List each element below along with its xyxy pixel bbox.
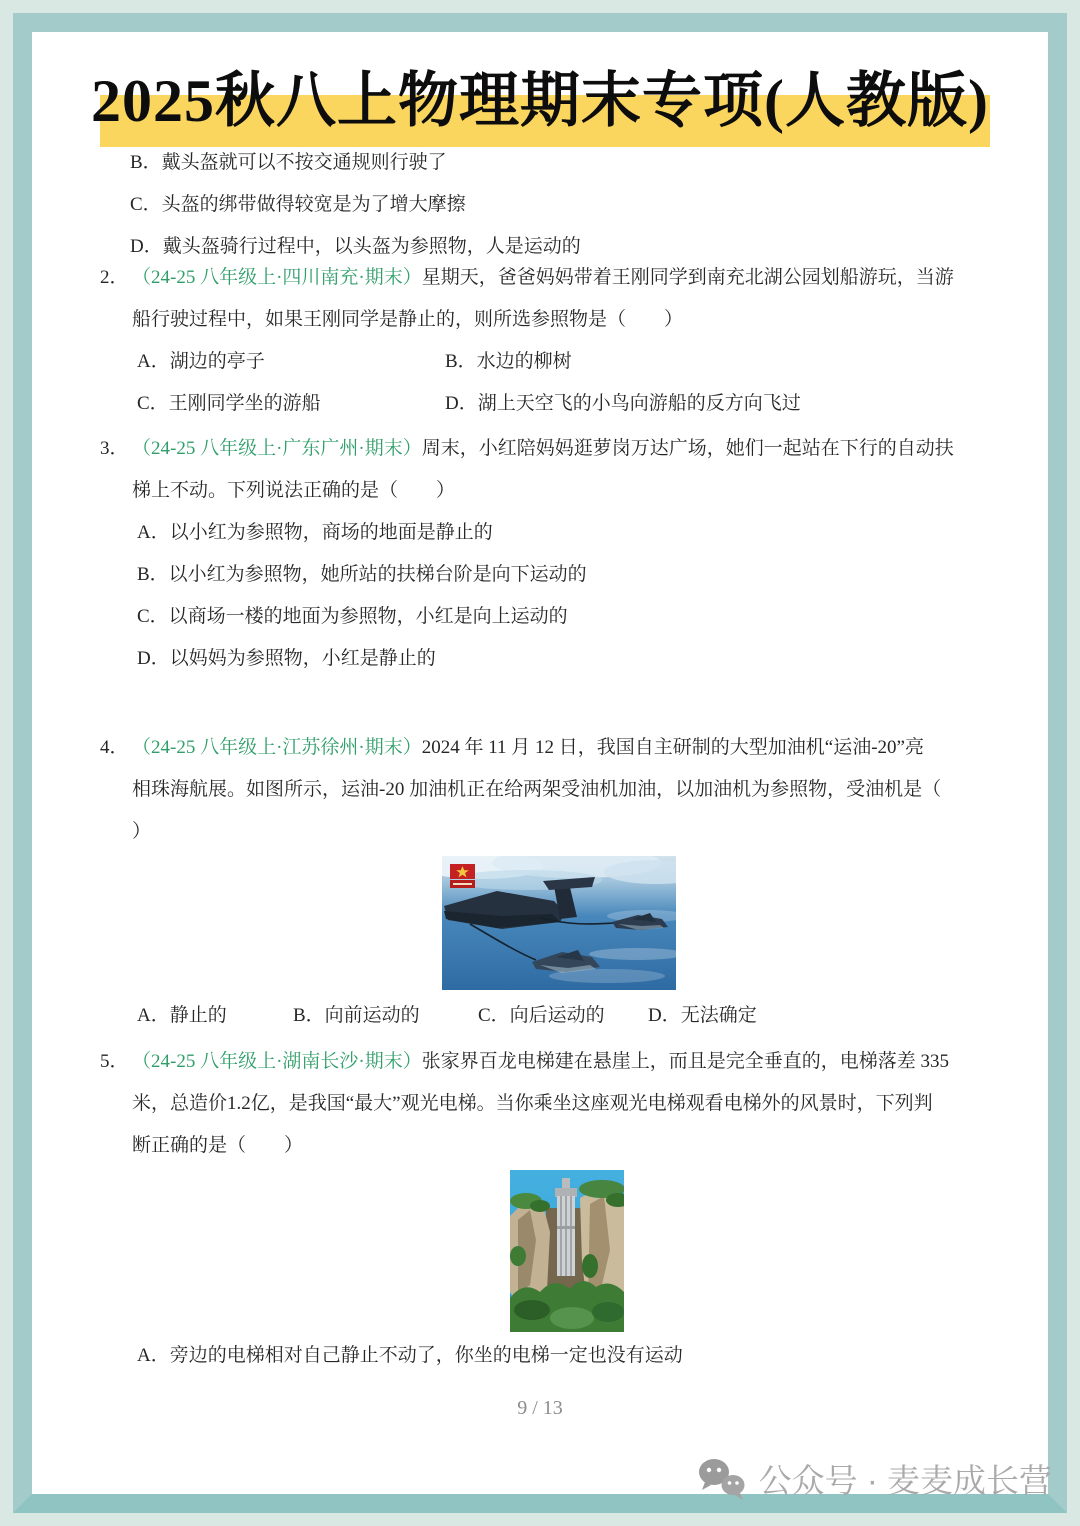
q3-stem-line-2: 梯上不动。下列说法正确的是（ ） — [132, 480, 456, 501]
page-number: 9 / 13 — [517, 1397, 563, 1419]
q5-option-a: A．旁边的电梯相对自己静止不动了，你坐的电梯一定也没有运动 — [137, 1345, 683, 1366]
q5-number: 5． — [100, 1051, 129, 1072]
question-3 — [100, 428, 1008, 680]
cliff-elevator-illustration — [510, 1170, 624, 1332]
q3-number: 3． — [100, 438, 129, 459]
q1-option-b: B．戴头盔就可以不按交通规则行驶了 — [130, 152, 447, 173]
q2-stem-line-2: 船行驶过程中，如果王刚同学是静止的，则所选参照物是（ ） — [132, 309, 684, 330]
q5-source-tag: （24-25 八年级上·湖南长沙·期末） — [132, 1051, 422, 1072]
q1-option-d: D．戴头盔骑行过程中，以头盔为参照物，人是运动的 — [130, 236, 581, 257]
q2-options-row-2 — [137, 383, 1008, 425]
q3-option-d: D．以妈妈为参照物，小红是静止的 — [137, 648, 436, 669]
q5-stem-text: 张家界百龙电梯建在悬崖上，而且是完全垂直的，电梯落差 335 — [421, 1051, 949, 1072]
question-5 — [100, 1041, 1008, 1167]
question-5-options — [100, 1335, 1008, 1377]
page-title: 2025秋八上物理期末专项(人教版) — [91, 68, 989, 134]
q2-options-row-1 — [137, 341, 1008, 383]
q4-stem-line-1 — [100, 727, 1008, 769]
q2-option-a: A．湖边的亭子 — [137, 351, 265, 372]
q3-option-b: B．以小红为参照物，她所站的扶梯台阶是向下运动的 — [137, 564, 587, 585]
q2-source-tag: （24-25 八年级上·四川南充·期末） — [132, 267, 422, 288]
q3-source-tag: （24-25 八年级上·广东广州·期末） — [132, 438, 422, 459]
q2-option-d: D．湖上天空飞的小鸟向游船的反方向飞过 — [445, 393, 801, 414]
exam-page — [32, 32, 1048, 1494]
q4-option-b: B．向前运动的 — [293, 1005, 420, 1026]
page-frame — [13, 13, 1067, 1513]
q5-stem-line-1 — [100, 1041, 1008, 1083]
q4-number: 4． — [100, 737, 129, 758]
question-4 — [100, 727, 1008, 853]
q4-option-d: D．无法确定 — [648, 1005, 757, 1026]
q2-stem-line-1 — [100, 257, 1008, 299]
question-4-options — [100, 995, 1080, 1037]
q3-stem-line-1 — [100, 428, 1008, 470]
q2-stem-text: 星期天，爸爸妈妈带着王刚同学到南充北湖公园划船游玩，当游 — [421, 267, 954, 288]
q4-source-tag: （24-25 八年级上·江苏徐州·期末） — [132, 737, 422, 758]
aircraft-refueling-figure — [442, 856, 676, 990]
q3-option-a: A．以小红为参照物，商场的地面是静止的 — [137, 522, 493, 543]
q3-option-c: C．以商场一楼的地面为参照物，小红是向上运动的 — [137, 606, 568, 627]
q4-option-a: A．静止的 — [137, 1005, 227, 1026]
q4-stem-line-3: ） — [132, 821, 152, 842]
q5-stem-line-2: 米，总造价1.2亿，是我国“最大”观光电梯。当你乘坐这座观光电梯观看电梯外的风景时，下列判 — [132, 1093, 933, 1114]
q5-stem-line-3: 断正确的是（ ） — [132, 1135, 304, 1156]
q2-option-b: B．水边的柳树 — [445, 351, 572, 372]
bailong-elevator-figure — [510, 1170, 624, 1332]
question-2 — [100, 257, 1008, 425]
aircraft-refueling-illustration — [442, 856, 676, 990]
q2-number: 2． — [100, 267, 129, 288]
question-1-options — [100, 142, 1008, 268]
wechat-icon — [697, 1457, 749, 1501]
q4-option-c: C．向后运动的 — [478, 1005, 605, 1026]
q3-stem-text: 周末，小红陪妈妈逛萝岗万达广场，她们一起站在下行的自动扶 — [421, 438, 954, 459]
footer-account-label: 公众号 · 麦麦成长营 — [758, 1462, 1052, 1499]
q2-option-c: C．王刚同学坐的游船 — [137, 393, 321, 414]
q4-stem-text: 2024 年 11 月 12 日，我国自主研制的大型加油机“运油-20”亮 — [421, 737, 924, 758]
q1-option-c: C．头盔的绑带做得较宽是为了增大摩擦 — [130, 194, 466, 215]
footer-watermark — [697, 1455, 1052, 1502]
q4-stem-line-2: 相珠海航展。如图所示，运油-20 加油机正在给两架受油机加油，以加油机为参照物，受油机是（ — [132, 779, 942, 800]
